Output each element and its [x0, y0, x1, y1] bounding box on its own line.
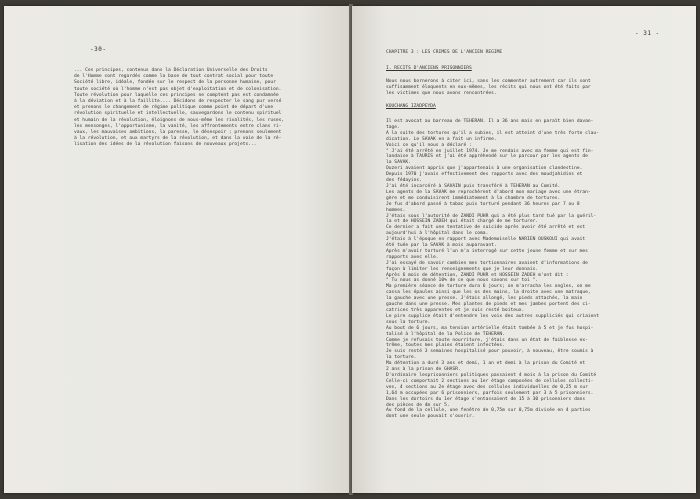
testimony-name: KOUCHANG IZADPEYDA [386, 104, 436, 109]
right-page-number: - 31 - [635, 30, 660, 37]
intro-paragraph: Nous nous bornerons à citer ici, sans les commenter autrement car ils sont suffisamment éloquents en eux-mêmes, les récits qui nous ont été faits par les victimes que nous avons rencontrées. [386, 79, 591, 97]
section-title: I. RECITS D'ANCIENS PRISONNIERS [386, 66, 472, 71]
testimony-text: Il est avocat au barreau de TEHERAN. Il a 36 ans mais en paraît bien davan- tage. A la suite des tortures qu'il a subies, il est atteint d'une très forte clau- dication. Le SAVAK en a fait un infirme. Voici ce qu'il nous a déclaré : " J'ai été arrêté en juillet 1974. Je me rendais avec ma femme qui est fin- landaise à TAURIS et j'ai été appréhendé sur le parcour par les agents de la SAVAK. Ouzeri avaient appris que j'appartenais à une organisation clandestine. Depuis 1970 j'avais effectivement des rapports avec des moudjahidins et des fédayins. J'ai été incarcéré à SAVAIN puis transféré à TEHERAN au Comité. Les agents de la SAVAK me reprochèrent d'abord mon mariage avec une étran- gère et me conduisirent immédiatement à la chambre de tortures. Je fus d'abord passé à tabac puis torturé pendant 36 heures par 7 ou 8 hommes. J'étais sous l'autorité de ZANDI PUHR qui a été plus tard tué par la guéril- la et de HOSSEIN ZADEH qui était chargé de me torturer. Ce dernier a fait une tentative de suicide après avoir été arrêté et est aujourd'hui à l'hôpital dans le coma. J'étais à l'époque en rapport avec Mademoiselle NARIEN OUSKOUI qui avait été tuée par la SAVAK à mois auparavant. Après m'avoir torturé l'un m'a interrogé sur cette jeune femme et sur mes rapports avec elle. J'ai essayé de savoir combien mes tortionnaires avaient d'informations de façon à limiter les renseignements que je leur donnais. Après 6 mois de détention, ZANDI PUHR et HOSSEIN ZADEH m'ont dit : " Tu nous as donné 10% de ce que nous savons sur toi ". Ma première séance de torture dura 6 jours; on m'arracha les ongles, on me cassa les épaules ainsi que les os des mains, la droite avec une matraque, la gauche avec une presse. J'étais allongé, les pieds attachés, la main gauche dans une presse. Mes plantes de pieds et mes jambes portent des ci- catrices très apparentes et je suis resté boiteux. Le pire supplice était d'entendre les voix des autres suppliciés qui criaient sous la torture. Au bout de 6 jours, ma tension artérielle était tombée à 5 et je fus hospi- talisé à l'hôpital de la Police de TEHERAN. Comme je refusais toute nourriture, j'étais dans un état de faiblesse ex- trême, toutes mes plaies étaient infectées. Je suis resté 3 semaines hospitalisé pour pouvoir, à nouveau, être soumis à la torture. Ma détention a duré 3 ans et demi, 1 an et demi à la prison du Comité et 2 ans à la prison de GHASR. D'ordinaire lesprisonniers politiques passaient 4 mois à la prison du Comité Celle-ci comportait 2 sections au 1er étage composées de cellules collecti- ves, 4 sections au 2e étage avec des cellules individuelles de 0,25 m sur 1,64 m occupées par 6 prisonniers, parfois seulement par 3 à 5 prisonniers. Dans les dortoirs du 1er étage s'entassaient de 15 à 30 prisonniers dans des pièces de 4m sur 5. Au fond de la cellule, une fenêtre de 0,75m sur 0,75m divisée en 4 parties dont une seule pouvait s'ouvrir. [386, 119, 599, 420]
left-page-paragraph: ... Ces principes, contenus dans la Déclaration Universelle des Droits de l'Homme sont regardés comme la base de tout contrat social pour toute Société libre, idéale, fondée sur le respect de la personne humaine, pour toute société où l'homme n'est pas objet d'exploitation et de colonisation. Toute révolution pour laquelle ces principes ne comptent pas est condamnée à la déviation et à la faillite.... Décidons de respecter le sang pur versé et prenons le changement de régime politique comme point de départ d'une révolution spirituelle et intellectuelle, sauvegardons le contenu spirituel et humain de la révolution, éloignons de nous-même les rivalités, les ruses, les mensonges, l'opportunisme, la vanité, les affrontements entre clans ri- vaux, les mauvaises ambitions, la paresse, le désespoir ; prenons seulement à la révolution, et aux martyrs de la révolution, et dans la voie de la ré- lisation des idées de la révolution faisons de nouveaux projets... [74, 68, 285, 148]
right-page [352, 6, 696, 493]
left-page-number: -30- [90, 46, 107, 53]
chapter-heading: CHAPITRE 3 : LES CRIMES DE L'ANCIEN REGIME [386, 50, 503, 55]
left-page [4, 6, 350, 493]
